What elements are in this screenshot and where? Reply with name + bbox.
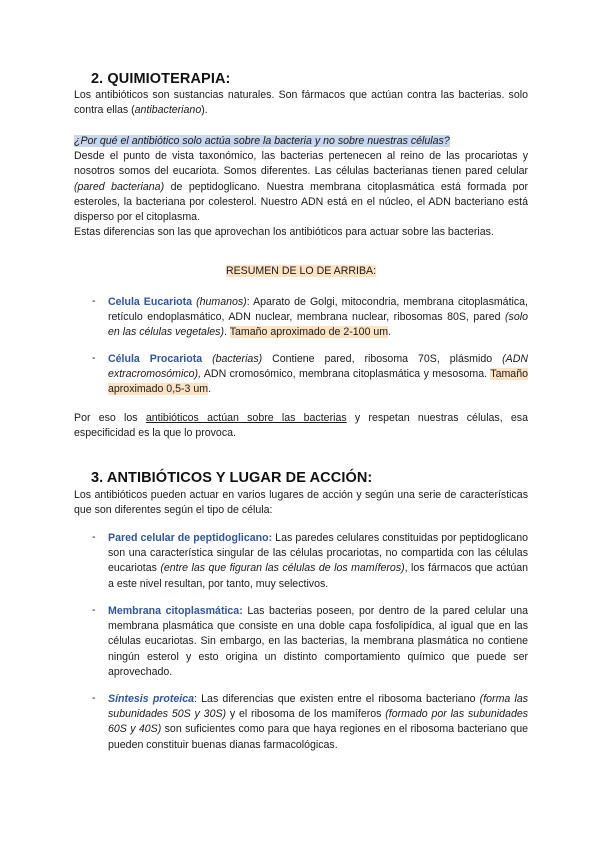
taxonomy-paragraph: ¿Por qué el antibiótico solo actúa sobre la bacteria y no sobre nuestras células? Desde el punto de vista taxonómico, las bacterias pertenecen al reino de las procariotas y nosotros somos del eucariota. Somos diferentes. Las células bacterianas tienen pared celular (pared bacteriana) de peptidoglicano. Nuestra membrana citoplasmática está formada por esteroles, la bacteriana por colesterol. Nuestro ADN está en el núcleo, el ADN bacteriano está disperso por el citoplasma. Estas diferencias son las que aprovechan los antibióticos para actuar sobre las bacterias. xyxy=(74,135,528,239)
section-2-title: 2. QUIMIOTERAPIA: xyxy=(91,71,231,87)
section-3-title: 3. ANTIBIÓTICOS Y LUGAR DE ACCIÓN: xyxy=(91,470,373,486)
closing-paragraph: Por eso los antibióticos actúan sobre las bacterias y respetan nuestras células, esa especificidad es la que lo provoca. xyxy=(74,412,528,440)
section-3-intro: Los antibióticos pueden actuar en varios lugares de acción y según una serie de características que son diferentes según el tipo de célula: xyxy=(74,489,528,517)
bullet-dash: - xyxy=(92,352,96,364)
item-cell-wall: Pared celular de peptidoglicano: Las paredes celulares constituidas por peptidoglicano son una característica singular de las células procariotas, no compartida con las células eucariotas (entre las que figuran las células de los mamíferos), los fármacos que actúan a este nivel resultan, por tanto, muy selectivos. xyxy=(108,532,528,590)
bullet-dash: - xyxy=(92,531,96,543)
bullet-dash: - xyxy=(92,295,96,307)
section-2-intro: Los antibióticos son sustancias naturales. Son fármacos que actúan contra las bacterias. solo contra ellas (antibacteriano). xyxy=(74,89,528,117)
bullet-dash: - xyxy=(92,604,96,616)
bullet-eukaryote: Celula Eucariota (humanos): Aparato de Golgi, mitocondria, membrana citoplasmática, retículo endoplasmático, ADN nuclear, membrana nuclear, ribosomas 80S, pared (solo en las células vegetales). Tamaño aproximado de 2-100 um. xyxy=(108,296,529,339)
highlighted-question: ¿Por qué el antibiótico solo actúa sobre la bacteria y no sobre nuestras células? xyxy=(74,135,450,147)
item-cytoplasmic-membrane: Membrana citoplasmática: Las bacterias poseen, por dentro de la pared celular una membrana plasmática que consiste en una doble capa fosfolipídica, al igual que en las células eucariotas. Sin embargo, en las bacterias, la membrana plasmática no contiene ningún esterol y esto origina un distinto comportamiento químico que puede ser aprovechado. xyxy=(108,605,528,678)
bullet-dash: - xyxy=(92,692,96,704)
bullet-prokaryote: Célula Procariota (bacterias) Contiene pared, ribosoma 70S, plásmido (ADN extracromosómico), ADN cromosómico, membrana citoplasmática y mesosoma. Tamaño aproximado 0,5-3 um. xyxy=(108,353,528,396)
summary-title: RESUMEN DE LO DE ARRIBA: xyxy=(225,265,377,277)
item-protein-synthesis: Síntesis proteica: Las diferencias que existen entre el ribosoma bacteriano (forma las subunidades 50S y 30S) y el ribosoma de los mamíferos (formado por las subunidades 60S y 40S) son suficientes como para que haya regiones en el ribosoma bacteriano que pueden constituir buenas dianas farmacológicas. xyxy=(108,693,529,751)
